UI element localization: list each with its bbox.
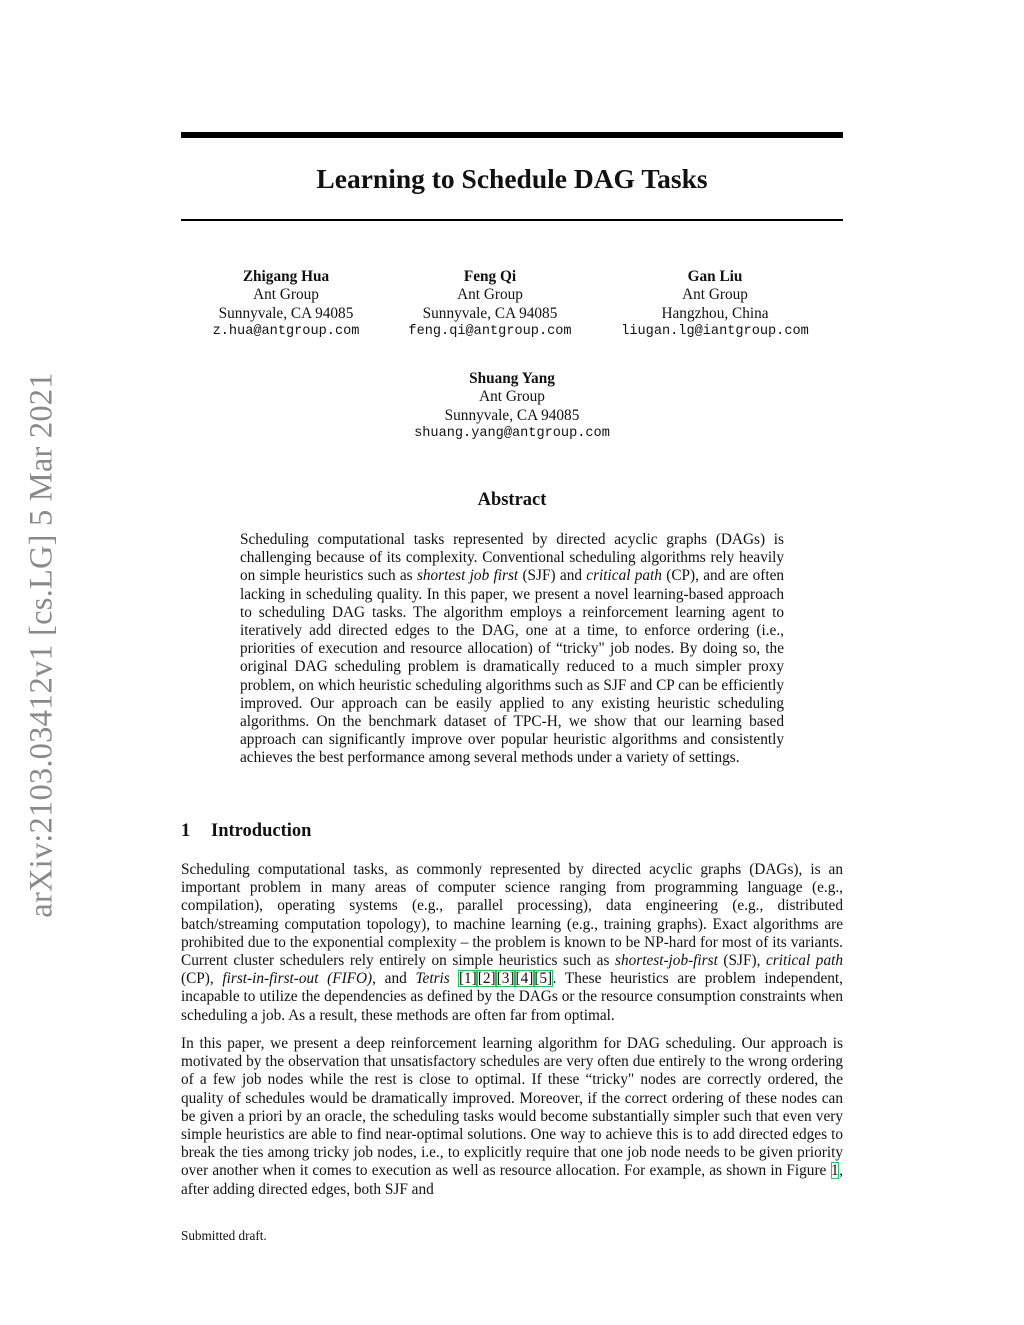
author-block: [390, 268, 590, 342]
emphasis: shortest-job-first: [615, 952, 718, 970]
citation-link[interactable]: [4]: [515, 970, 534, 988]
author-email: feng.qi@antgroup.com: [408, 324, 572, 340]
author-email: z.hua@antgroup.com: [212, 324, 360, 340]
emphasis: critical path: [766, 952, 843, 970]
author-email: liugan.lg@iantgroup.com: [621, 324, 809, 340]
citation-link[interactable]: [5]: [534, 970, 553, 988]
emphasis: Tetris: [415, 970, 450, 988]
section-title: Introduction: [211, 821, 312, 841]
paper-title: Learning to Schedule DAG Tasks: [316, 163, 708, 194]
figure-reference-link[interactable]: 1: [831, 1162, 839, 1180]
section-heading-introduction: [181, 820, 843, 842]
citation-link[interactable]: [1]: [458, 970, 477, 988]
author-block: [186, 268, 386, 342]
author-name: Shuang Yang: [469, 370, 555, 387]
emphasis: first-in-first-out (FIFO): [222, 970, 373, 988]
title-top-rule: [181, 132, 843, 138]
citation-link[interactable]: [3]: [496, 970, 515, 988]
author-affiliation: Ant Group: [457, 286, 523, 304]
author-block: [380, 370, 644, 444]
abstract-heading: Abstract: [477, 490, 547, 510]
author-name: Zhigang Hua: [242, 268, 330, 285]
title-bottom-rule: [181, 219, 843, 221]
arxiv-side-stamp: arXiv:2103.03412v1 [cs.LG] 5 Mar 2021: [23, 372, 60, 918]
author-affiliation: Ant Group: [479, 388, 545, 406]
author-location: Sunnyvale, CA 94085: [218, 304, 354, 322]
author-email: shuang.yang@antgroup.com: [414, 426, 610, 442]
intro-paragraph-2: In this paper, we present a deep reinforcement learning algorithm for DAG scheduling. Our approach is motivated by the observation that unsatisfactory schedules are very often due entirely to the wrong ordering of a few job nodes while the rest is close to optimal. If these “tricky" nodes are correctly ordered, the quality of schedules would be dramatically improved. Moreover, if the correct ordering of these nodes can be given a priori by an oracle, the scheduling tasks would become substantially simpler such that even very simple heuristics are able to find near-optimal solutions. One way to achieve this is to add directed edges to break the ties among tricky job nodes, i.e., to explicitly require that one job node needs to be given priority over another when it comes to execution as well as resource allocation. For example, as shown in Figure 1, after adding directed edges, both SJF and: [181, 1035, 843, 1198]
footer-note: Submitted draft.: [181, 1228, 267, 1243]
author-block: [600, 268, 830, 342]
author-affiliation: Ant Group: [682, 286, 748, 304]
author-name: Feng Qi: [463, 268, 517, 285]
citation-link[interactable]: [2]: [477, 970, 496, 988]
emphasis: critical path: [586, 567, 662, 585]
author-location: Sunnyvale, CA 94085: [444, 406, 580, 424]
author-location: Sunnyvale, CA 94085: [422, 304, 558, 322]
author-affiliation: Ant Group: [253, 286, 319, 304]
author-location: Hangzhou, China: [661, 304, 769, 322]
author-name: Gan Liu: [687, 268, 743, 285]
intro-paragraph-1: Scheduling computational tasks, as commonly represented by directed acyclic graphs (DAGs), is an important problem in many areas of computer science ranging from programming language (e.g., compilation), operating systems (e.g., parallel processing), data engineering (e.g., distributed batch/streaming computation topology), to machine learning (e.g., training graphs). Exact algorithms are prohibited due to the exponential complexity – the problem is known to be NP-hard for most of its variants. Current cluster schedulers rely entirely on simple heuristics such as shortest-job-first (SJF), critical path (CP), first-in-first-out (FIFO), and Tetris [1][2][3][4][5]. These heuristics are problem independent, incapable to utilize the dependencies as defined by the DAGs or the resource consumption constraints when scheduling a job. As a result, these methods are often far from optimal.: [181, 861, 843, 1024]
section-number: 1: [181, 821, 191, 841]
emphasis: shortest job first: [416, 567, 519, 585]
abstract-body: Scheduling computational tasks represented by directed acyclic graphs (DAGs) is challenging because of its complexity. Conventional scheduling algorithms rely heavily on simple heuristics such as shortest job first (SJF) and critical path (CP), and are often lacking in scheduling quality. In this paper, we present a novel learning-based approach to scheduling DAG tasks. The algorithm employs a reinforcement learning agent to iteratively add directed edges to the DAG, one at a time, to enforce ordering (i.e., priorities of execution and resource allocation) of “tricky" job nodes. By doing so, the original DAG scheduling problem is dramatically reduced to a much simpler proxy problem, on which heuristic scheduling algorithms such as SJF and CP can be efficiently improved. Our approach can be easily applied to any existing heuristic scheduling algorithms. On the benchmark dataset of TPC-H, we show that our learning based approach can significantly improve over popular heuristic algorithms and consistently achieves the best performance among several methods under a variety of settings.: [240, 531, 785, 767]
